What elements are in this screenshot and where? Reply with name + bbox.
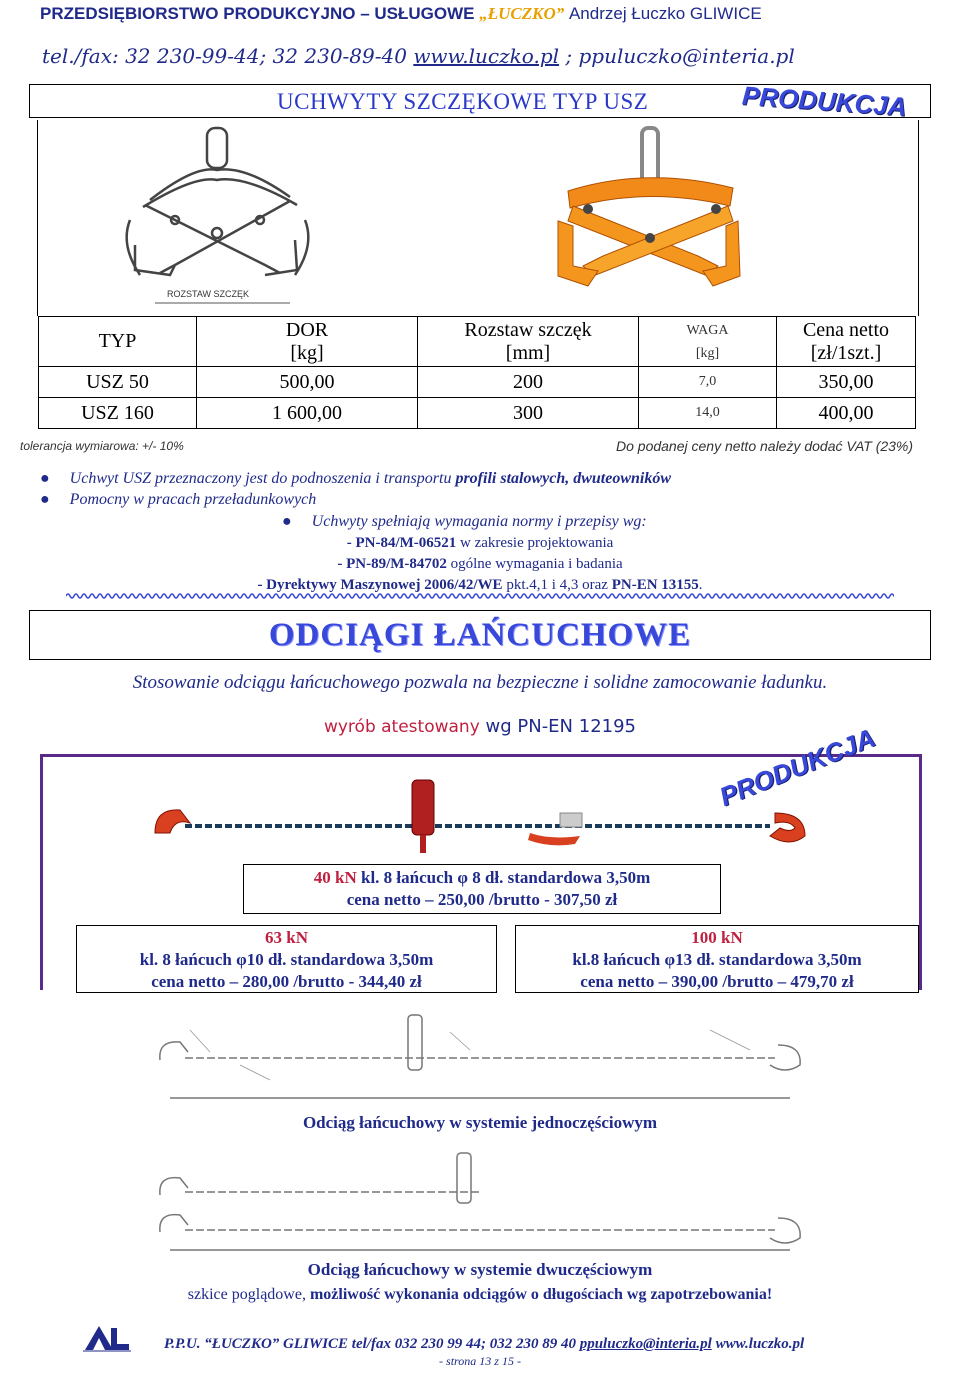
bullet-item: ● Uchwyt USZ przeznaczony jest do podnoszenia i transportu profili stalowych, dwuteowników xyxy=(40,470,672,487)
company-brand: „ŁUCZKO” xyxy=(479,4,565,23)
variant-100kn-capacity: 100 kN xyxy=(691,928,743,947)
variant-63kn xyxy=(76,925,497,993)
gripper-label: ROZSTAW SZCZĘK xyxy=(167,289,249,299)
cell-rozstaw: 300 xyxy=(418,398,639,429)
cell-cena: 350,00 xyxy=(777,367,916,398)
header-waga: WAGA [kg] xyxy=(639,317,777,367)
section-title: UCHWYTY SZCZĘKOWE TYP USZ xyxy=(277,89,649,114)
orange-gripper-image xyxy=(548,126,748,291)
email-text: ppuluczko@interia.pl xyxy=(578,44,795,68)
company-name: PRZEDSIĘBIORSTWO PRODUKCYJNO – USŁUGOWE xyxy=(40,4,475,23)
footer xyxy=(164,1336,804,1353)
produkcja-badge: PRODUKCJA xyxy=(741,80,908,122)
cell-typ: USZ 50 xyxy=(39,367,197,398)
chain-binder-image xyxy=(150,778,810,863)
website-link[interactable]: www.luczko.pl xyxy=(413,44,560,68)
variant-63kn-price: cena netto – 280,00 /brutto - 344,40 zł xyxy=(151,972,422,991)
header-rozstaw: Rozstaw szczęk [mm] xyxy=(418,317,639,367)
variant-63kn-spec: kl. 8 łańcuch φ10 dł. standardowa 3,50m xyxy=(139,950,434,969)
usage-text: Stosowanie odciągu łańcuchowego pozwala na bezpieczne i solidne zamocowanie ładunku. xyxy=(132,672,828,693)
bullet-item: ● Pomocny w pracach przeładunkowych xyxy=(40,491,317,508)
cell-waga: 7,0 xyxy=(639,367,777,398)
variant-100kn xyxy=(515,925,919,993)
variant-63kn-capacity: 63 kN xyxy=(265,928,308,947)
cell-cena: 400,00 xyxy=(777,398,916,429)
cell-rozstaw: 200 xyxy=(418,367,639,398)
header-dor: DOR [kg] xyxy=(197,317,418,367)
spec-table xyxy=(38,316,916,429)
cell-typ: USZ 160 xyxy=(39,398,197,429)
diagram-two-part xyxy=(150,1150,810,1258)
tolerance-note: tolerancja wymiarowa: +/- 10% xyxy=(20,439,184,453)
header-typ: TYP xyxy=(39,317,197,367)
variant-40kn xyxy=(243,864,721,914)
certification-text: wyrób atestowany wg PN-EN 12195 xyxy=(323,716,637,737)
norm-line: - PN-84/M-06521 w zakresie projektowania xyxy=(346,535,614,551)
cell-waga: 14,0 xyxy=(639,398,777,429)
norm-line: - PN-89/M-84702 ogólne wymagania i badania xyxy=(337,556,623,572)
table-row xyxy=(39,367,916,398)
diagram-two-caption: Odciąg łańcuchowy w systemie dwuczęściowym xyxy=(307,1260,653,1279)
variant-100kn-spec: kl.8 łańcuch φ13 dł. standardowa 3,50m xyxy=(572,950,862,969)
variant-40kn-spec: kl. 8 łańcuch φ 8 dł. standardowa 3,50m xyxy=(356,868,651,887)
company-header xyxy=(40,4,762,24)
section2-title: ODCIĄGI ŁAŃCUCHOWE xyxy=(268,617,692,653)
footer-contact: P.P.U. “ŁUCZKO” GLIWICE tel/fax 032 230 99 44; 032 230 89 40 xyxy=(164,1336,580,1352)
footer-email-link[interactable]: ppuluczko@interia.pl xyxy=(579,1336,712,1352)
norm-line: - Dyrektywy Maszynowej 2006/42/WE pkt.4,1 i 4,3 oraz PN-EN 13155. xyxy=(257,577,703,593)
sketch-note: szkice poglądowe, możliwość wykonania odciągów o długościach wg zapotrzebowania! xyxy=(187,1286,773,1303)
spec-header-row xyxy=(39,317,916,367)
contact-line xyxy=(42,44,795,68)
variant-40kn-price: cena netto – 250,00 /brutto - 307,50 zł xyxy=(346,890,618,909)
vat-note: Do podanej ceny netto należy dodać VAT (23%) xyxy=(616,438,914,454)
company-owner: Andrzej Łuczko GLIWICE xyxy=(568,4,762,23)
footer-website: www.luczko.pl xyxy=(711,1336,805,1352)
wavy-divider xyxy=(66,592,894,600)
table-row xyxy=(39,398,916,429)
diagram-one-part xyxy=(150,1010,810,1115)
bullet-item: ● Uchwyty spełniają wymagania normy i przepisy wg: xyxy=(282,513,647,530)
separator: ; xyxy=(559,44,579,68)
cell-dor: 500,00 xyxy=(197,367,418,398)
header-cena: Cena netto [zł/1szt.] xyxy=(777,317,916,367)
produkcja-badge: PRODUKCJA xyxy=(715,722,880,812)
variant-40kn-capacity: 40 kN xyxy=(313,868,357,887)
phone-numbers: tel./fax: 32 230-99-44; 32 230-89-40 xyxy=(42,44,407,68)
page-number: - strona 13 z 15 - xyxy=(439,1354,521,1368)
gripper-drawing-image xyxy=(115,125,325,310)
variant-100kn-price: cena netto – 390,00 /brutto – 479,70 zł xyxy=(580,972,854,991)
company-logo-icon xyxy=(83,1322,133,1352)
diagram-one-caption: Odciąg łańcuchowy w systemie jednoczęściowym xyxy=(302,1113,658,1132)
cell-dor: 1 600,00 xyxy=(197,398,418,429)
